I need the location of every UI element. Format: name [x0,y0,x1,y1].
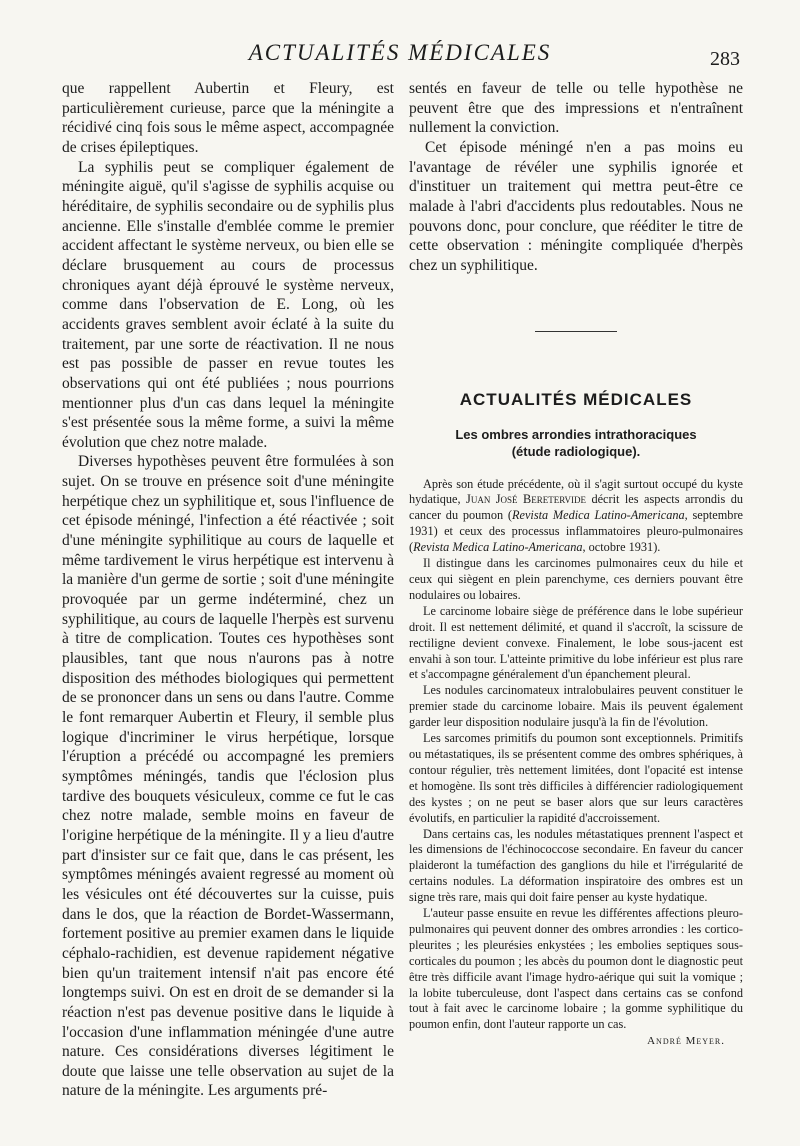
article-body [409,477,743,1048]
intro-text: Après son étude précédente, où il s'agit surtout occupé du kyste hydatique, [409,476,743,507]
left-column [62,79,394,1101]
intro-text: décrit les aspects arrondis du cancer du poumon ( [409,492,744,523]
paragraph: sentés en faveur de telle ou telle hypothèse ne peuvent être que des impressions et n'entraînent nullement la conviction. [409,80,743,137]
article-title [409,426,743,460]
author-name: Juan José Beretervide [466,492,586,507]
article-title-line: Les ombres arrondies intrathoraciques [455,426,697,442]
paragraph: Cet épisode méningé n'en a pas moins eu l'avantage de révéler une syphilis ignorée et d'instituer un traitement qui mettra peut-être ce malade à l'abri d'accidents plus redoutables. Nous ne pouvons donc, pour conclure, que rééditer le titre de cette observation : méningite compliquée d'herpès chez un syphilitique. [409,138,743,274]
page-header [60,40,740,74]
paragraph: La syphilis peut se compliquer également de méningite aiguë, qu'il s'agisse de syphilis acquise ou héréditaire, de syphilis secondaire ou de syphilis plus ancienne. Elle s'installe d'emblée comme le premier accident affectant le système nerveux, ou bien elle se déclare brusquement au cours de processus chroniques ayant déjà éprouvé le système nerveux, comme dans l'observation de E. Long, où les accidents graves semblent avoir éclaté à la suite du traitement, par une sorte de réactivation. Il ne nous est pas possible de passer en revue toutes les observations qui ont été publiées ; nous pourrions mentionner plus d'un cas dans lequel la méningite s'est présentée sous la même forme, a suivi la même évolution que chez notre malade. [62,158,394,451]
author-signature: André Meyer. [647,1035,725,1048]
page-number: 283 [710,48,740,70]
paragraph: que rappellent Aubertin et Fleury, est particulièrement curieuse, parce que la méningite a récidivé cinq fois sous le même aspect, accompagnée de crises épileptiques. [62,80,394,156]
paragraph: Le carcinome lobaire siège de préférence dans le lobe supérieur droit. Il est nettement délimité, et quand il s'accroît, la scissure de rectiligne devient convexe. Finalement, le lobe sous-jacent est envahi à son tour. L'atteinte primitive du lobe inférieur est plus rare et s'accompagne généralement d'un épanchement pleural. [409,603,743,682]
journal-citation: Revista Medica Latino-Americana [511,508,685,523]
paragraph: Les nodules carcinomateux intralobulaires peuvent constituer le premier stade du carcinome lobaire. Mais ils peuvent également garder leur disposition nodulaire jusqu'à la fin de l'évolution. [409,683,743,730]
paragraph: Il distingue dans les carcinomes pulmonaires ceux du hile et ceux qui siègent en plein parenchyme, ces derniers pouvant être nodulaires ou lobaires. [409,556,743,602]
section-heading: ACTUALITÉS MÉDICALES [459,389,693,409]
journal-citation: Revista Medica Latino-Americana [413,540,583,555]
article-title-line: (étude radiologique). [511,443,641,459]
intro-text: , septembre 1931) et ceux des processus inflammatoires pleuro-pulmonaires ( [409,508,744,555]
section-divider [535,331,617,332]
previous-article-end [409,79,743,276]
intro-text: , octobre 1931). [582,540,661,555]
paragraph: Dans certains cas, les nodules métastatiques prennent l'aspect et les dimensions de l'échinococcose secondaire. En faveur du cancer plaideront la tuméfaction des ganglions du hile et l'irrégularité de certains nodules. La déformation inspiratoire des ombres est un signe très rare, mais qui doit faire penser au kyste hydatique. [409,826,743,905]
paragraph: Diverses hypothèses peuvent être formulées à son sujet. On se trouve en présence soit d'une méningite herpétique chez un syphilitique et, sous l'influence de cet épisode méningé, l'infection a été réactivée ; soit d'une méningite syphilitique au cours de laquelle et même tardivement le virus herpétique est intervenu à la manière d'un germe de sortie ; soit d'une méningite provoquée par un germe indéterminé, chez un syphilitique, au cours de laquelle l'herpès est survenu à titre de complication. Toutes ces hypothèses sont plausibles, tant que nous n'aurons pas à notre disposition des méthodes biologiques qui permettent de se prononcer dans un sens ou dans l'autre. Comme le font remarquer Aubertin et Fleury, il semble plus logique d'incriminer le virus herpétique, lorsque l'éruption a précédé ou accompagné les premiers symptômes méningés, tandis que l'éclosion plus tardive des bouquets vésiculeux, comme ce fut le cas chez notre malade, semble moins en faveur de l'origine herpétique de la méningite. Il y a lieu d'autre part d'insister sur ce fait que, dans le cas présent, les symptômes méningés avaient regressé au moment où les vésicules ont été découvertes sur la cuisse, puis dans le dos, que la réaction de Bordet-Wassermann, fortement positive au premier examen dans le liquide céphalo-rachidien, est devenue rapidement négative bien qu'un traitement intensif n'ait pas encore été longtemps suivi. On est en droit de se demander si la réaction n'est pas devenue positive dans le liquide à l'occasion d'une inflammation méningée d'une autre nature. Ces considérations diverses légitiment le doute que laisse une telle observation au sujet de la nature de la méningite. Les arguments pré- [62,453,394,1100]
running-title: ACTUALITÉS MÉDICALES [248,40,552,65]
paragraph: L'auteur passe ensuite en revue les différentes affections pleuro-pulmonaires qui peuvent donner des ombres arrondies : les cortico-pleurites ; les pleurésies enkystées ; les embolies septiques sous-corticales du poumon ; les abcès du poumon dont le diagnostic peut être très difficile avant l'image hydro-aérique qui suit la vomique ; la lobite tuberculeuse, dont l'aspect dans certains cas se confond tout à fait avec le carcinome lobaire ; la gomme syphilitique du poumon enfin, dont l'auteur rapporte un cas. [409,906,743,1032]
right-column [409,79,743,1047]
paragraph: Les sarcomes primitifs du poumon sont exceptionnels. Primitifs ou métastatiques, ils se présentent comme des ombres sphériques, à contour régulier, très nettement limitées, dont l'opacité est intense et homogène. Ils sont très difficiles à différencier radiologiquement des kystes ; on ne peut se baser alors que sur leurs caractères évolutifs, en particulier la rapidité d'accroissement. [409,731,743,825]
article-intro [409,477,743,557]
